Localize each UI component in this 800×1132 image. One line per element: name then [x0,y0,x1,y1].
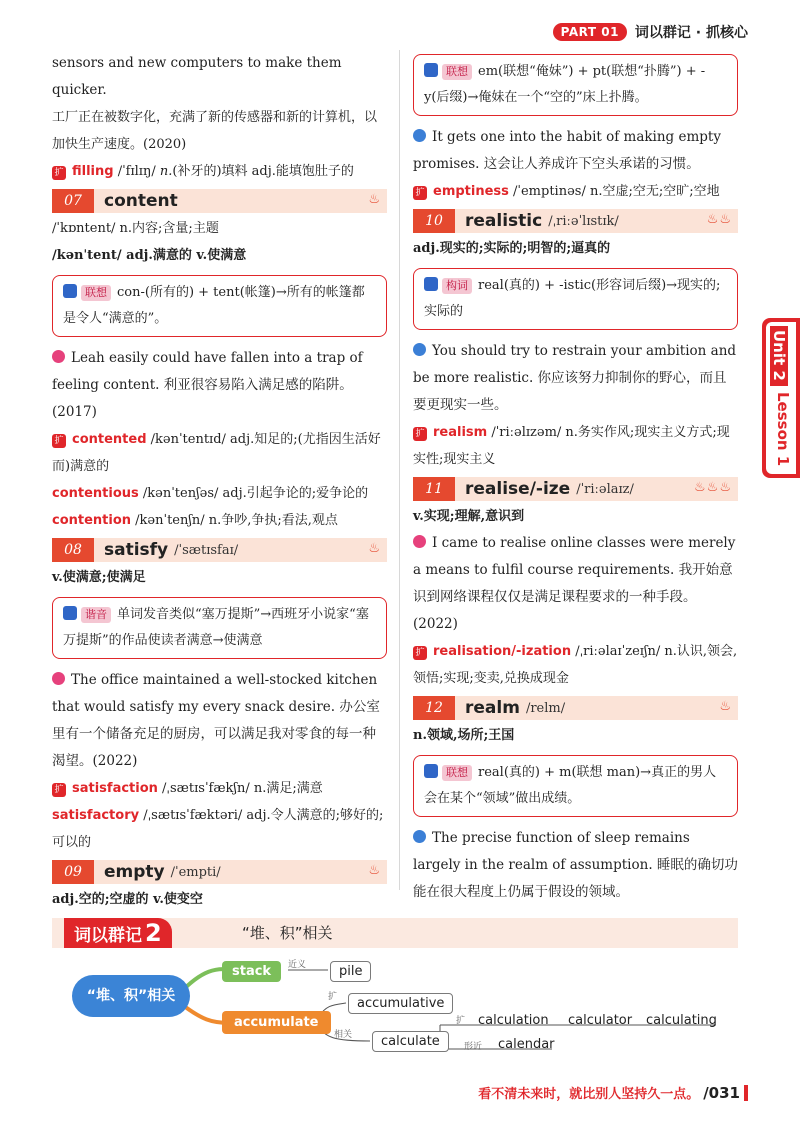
extend-icon: 扩 [413,186,427,200]
example-icon [413,343,426,356]
side-lesson: Lesson 1 [774,392,792,467]
phonetic: /ˈempti/ [170,864,221,880]
mnemonic-box [413,755,738,817]
mnemonic-box [413,54,738,116]
example-icon [52,672,65,685]
mnemonic-text: 单词发音类似“塞万提斯”→西班牙小说家“塞万提斯”的作品使读者满意→使满意 [63,607,369,648]
example-icon [52,350,65,363]
intro-english: sensors and new computers to make them quicker. [52,55,342,98]
section-badge: 词以群记 2 [64,918,172,948]
definition: n.领域,场所;王国 [413,728,515,743]
node-calendar: calendar [498,1037,555,1052]
definition: v.使满意;使满足 [52,570,146,585]
intro-chinese: 工厂正在被数字化，充满了新的传感器和新的计算机，以加快生产速度。(2020) [52,110,378,152]
example-sentence: The office maintained a well-stocked kitchen that would satisfy my every snack desire. 办公室里有一个储备充足的厨房，可以满足我对零食的每一种渴望。(2022) [52,672,380,769]
frequency-fire-icon: ♨ [368,541,381,556]
mnemonic-tag: 构词 [442,278,472,294]
column-divider [399,50,400,890]
mnemonic-text: con-(所有的) + tent(帐篷)→所有的帐篷都是令人“满意的”。 [63,285,365,326]
node-calculation: calculation [478,1013,549,1028]
derivative-filling: 扩 filling /ˈfɪlɪŋ/ n.(补牙的)填料 adj.能填饱肚子的 [52,158,387,185]
word-bar-satisfy [52,538,387,562]
derivative: contentious /kənˈtenʃəs/ adj.引起争论的;爱争论的 [52,486,369,501]
mind-map-center: “堆、积”相关 [72,975,190,1017]
tag-synonym: 近义 [288,960,307,970]
word-bar-empty [52,860,387,884]
mnemonic-icon [63,284,77,298]
right-column [413,54,738,906]
tag-extend: 扩 [328,992,338,1002]
mnemonic-text: real(真的) + m(联想 man)→真正的男人会在某个“领域”做出成绩。 [424,765,717,806]
frequency-fire-icon: ♨ [368,863,381,878]
example-icon [413,830,426,843]
phonetic: /ˈriːəlaɪz/ [576,481,634,497]
page-footer [478,1083,748,1102]
node-stack: stack [222,961,281,982]
page-number-bar [744,1085,748,1101]
example-sentence: The precise function of sleep remains largely in the realm of assumption. 睡眠的确切功能在很大程度上仍属于假设的领域。 [413,830,738,900]
phonetic: /ˈsætɪsfaɪ/ [174,542,239,558]
node-calculate: calculate [372,1031,449,1052]
example-sentence: I came to realise online classes were merely a means to fulfil course requirements. 我开始意识到网络课程仅仅是满足课程要求的一种手段。(2022) [413,535,736,632]
node-pile: pile [330,961,371,982]
mnemonic-tag: 联想 [442,765,472,781]
derivative: 扩 realism /ˈriːəlɪzəm/ n.务实作风;现实主义方式;现实性;现实主义 [413,425,730,467]
unit-side-tab[interactable] [762,318,800,478]
mnemonic-icon [424,277,438,291]
example-sentence: You should try to restrain your ambition and be more realistic. 你应该努力抑制你的野心，而且要更现实一些。 [413,343,737,413]
mnemonic-tag: 联想 [81,285,111,301]
mnemonic-tag: 谐音 [81,607,111,623]
mind-map [52,955,738,1065]
frequency-fire-icon: ♨ [719,699,732,714]
definition: adj.现实的;实际的;明智的;逼真的 [413,241,611,256]
left-column [52,50,387,913]
footer-motto: 看不清未来时，就比别人坚持久一点。 [478,1087,700,1102]
word-number: 09 [52,860,94,884]
word-number: 07 [52,189,94,213]
tag-extend: 扩 [456,1016,466,1026]
headword: realistic [465,211,543,231]
headword: content [104,191,178,211]
headword: realise/-ize [465,479,571,499]
word-bar-realise [413,477,738,501]
section-title: “堆、积”相关 [242,924,333,942]
section-header [52,918,738,948]
part-badge: PART 01 [553,23,627,41]
extend-icon: 扩 [52,783,66,797]
phonetic: /ˌriːəˈlɪstɪk/ [548,213,619,229]
frequency-fire-icon: ♨♨♨ [694,480,732,495]
word-number: 11 [413,477,455,501]
word-bar-realistic [413,209,738,233]
mnemonic-icon [424,764,438,778]
node-accumulative: accumulative [348,993,453,1014]
mnemonic-box [52,275,387,337]
phonetic: /relm/ [525,700,566,716]
mnemonic-box [52,597,387,659]
mnemonic-text: real(真的) + -istic(形容词后缀)→现实的;实际的 [424,278,721,319]
example-icon [413,129,426,142]
frequency-fire-icon: ♨♨ [706,212,732,227]
word-number: 12 [413,696,455,720]
tag-similar-form: 形近 [464,1042,483,1052]
derivative: satisfactory /ˌsætɪsˈfæktəri/ adj.令人满意的;够好的;可以的 [52,808,384,850]
mnemonic-icon [63,606,77,620]
side-unit: Unit 2 [770,326,788,386]
header-title: 词以群记 · 抓核心 [634,25,748,41]
example-icon [413,535,426,548]
derivative: contention /kənˈtenʃn/ n.争吵,争执;看法,观点 [52,513,338,528]
extend-icon: 扩 [413,427,427,441]
definition: /ˈkɒntent/ n.内容;含量;主题 [52,221,219,236]
page-number: /031 [703,1084,740,1102]
extend-icon: 扩 [52,434,66,448]
frequency-fire-icon: ♨ [368,192,381,207]
headword: satisfy [104,540,169,560]
node-accumulate: accumulate [222,1011,331,1034]
example-sentence: It gets one into the habit of making empty promises. 这会让人养成许下空头承诺的习惯。 [413,129,721,172]
mnemonic-tag: 联想 [442,64,472,80]
word-bar-realm [413,696,738,720]
side-tab-inner [766,322,796,474]
derivative: 扩 realisation/-ization /ˌriːəlaɪˈzeɪʃn/ n.认识,领会,领悟;实现;变卖,兑换成现金 [413,644,738,686]
word-number: 10 [413,209,455,233]
mnemonic-box [413,268,738,330]
node-calculating: calculating [646,1013,717,1028]
word-number: 08 [52,538,94,562]
extend-icon: 扩 [52,166,66,180]
definition: adj.空的;空虚的 v.使变空 [52,892,203,907]
derivative: 扩 satisfaction /ˌsætɪsˈfækʃn/ n.满足;满意 [52,775,387,802]
example-sentence: Leah easily could have fallen into a trap of feeling content. 利亚很容易陷入满足感的陷阱。(2017) [52,350,363,420]
definition: v.实现;理解,意识到 [413,509,525,524]
definition: /kənˈtent/ adj.满意的 v.使满意 [52,248,247,263]
extend-icon: 扩 [413,646,427,660]
word-bar-content [52,189,387,213]
node-calculator: calculator [568,1013,633,1028]
headword: empty [104,862,165,882]
mnemonic-text: em(联想“俺妹”) + pt(联想“扑腾”) + -y(后缀)→俺妹在一个“空的”床上扑腾。 [424,64,706,105]
derivative: 扩 contented /kənˈtentɪd/ adj.知足的;(尤指因生活好而)满意的 [52,432,381,474]
page-header [553,22,748,42]
derivative: 扩 emptiness /ˈemptinəs/ n.空虚;空无;空旷;空地 [413,178,738,205]
tag-related: 相关 [334,1030,353,1040]
mnemonic-icon [424,63,438,77]
headword: realm [465,698,520,718]
